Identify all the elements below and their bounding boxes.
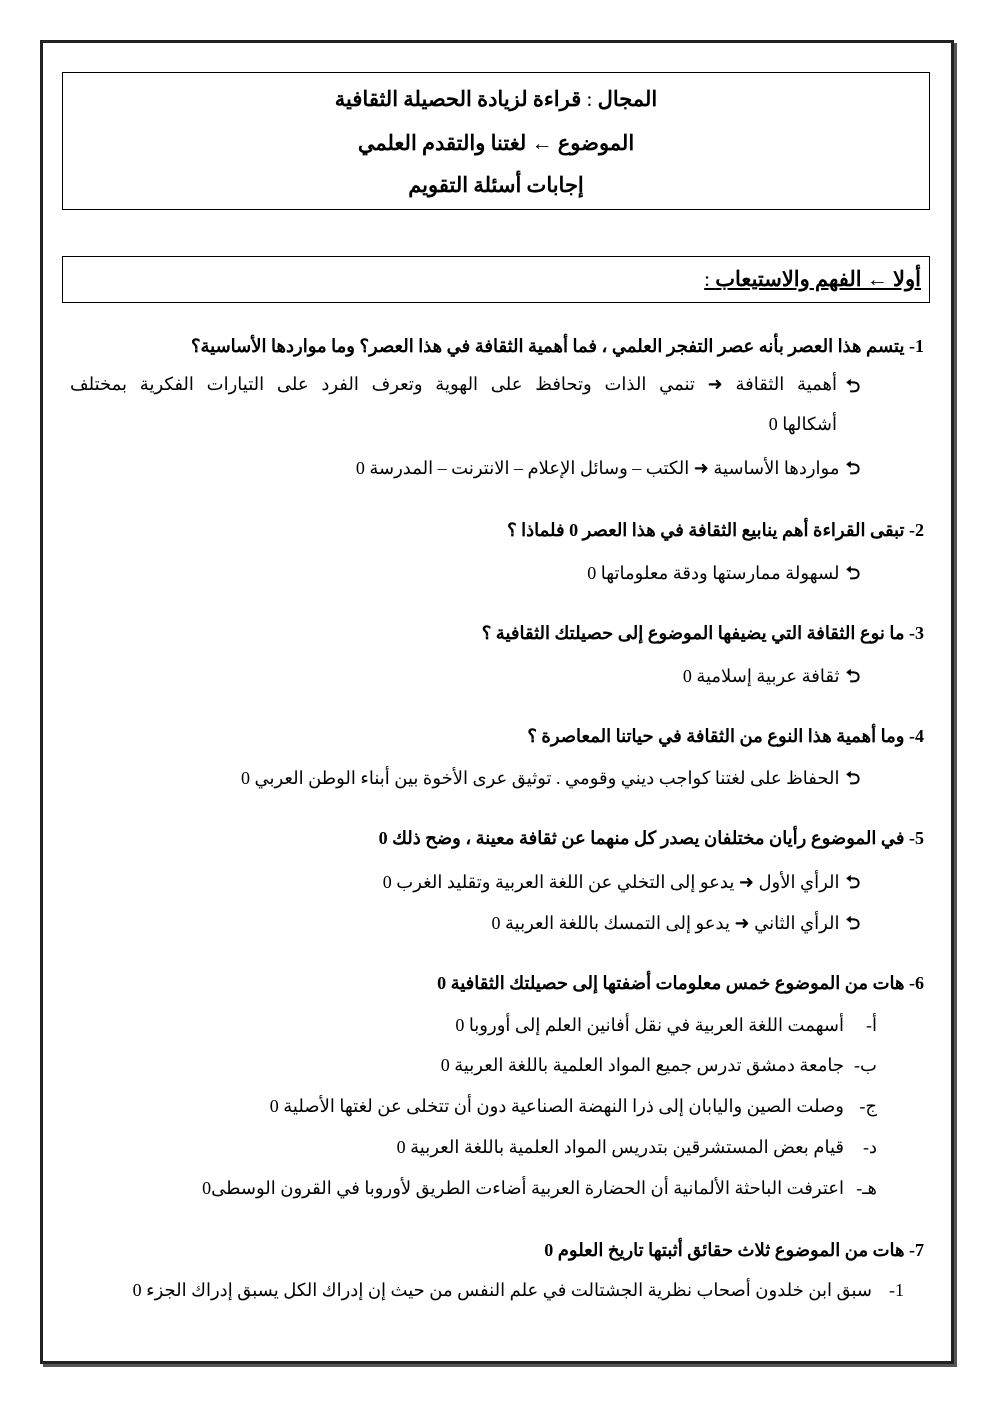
question-1: 1- يتسم هذا العصر بأنه عصر التفجر العلمي ، فما أهمية الثقافة في هذا العصر؟ وما مواردها الأساسية؟ — [190, 336, 924, 356]
section-colon: : — [704, 267, 716, 291]
item-6d-mark: د- — [862, 1137, 877, 1157]
topic-label: الموضوع — [557, 131, 635, 155]
answer-3: ثقافة عربية إسلامية 0 — [682, 666, 840, 686]
item-7-1-mark: 1- — [889, 1280, 904, 1300]
bullet-arrow-icon: ⮌ — [845, 872, 861, 892]
bullet-arrow-icon: ⮌ — [845, 666, 861, 686]
item-6c: وصلت الصين واليابان إلى ذرا النهضة الصناعية دون أن تتخلى عن لغتها الأصلية 0 — [269, 1096, 844, 1116]
item-7-1: سبق ابن خلدون أصحاب نظرية الجشتالت في علم النفس من حيث إن إدراك الكل يسبق إدراك الجزء 0 — [132, 1280, 872, 1300]
item-6b: جامعة دمشق تدرس جميع المواد العلمية باللغة العربية 0 — [440, 1055, 844, 1075]
section-box — [62, 256, 930, 303]
item-6e: اعترفت الباحثة الألمانية أن الحضارة العربية أضاءت الطريق لأوروبا في القرون الوسطى0 — [202, 1178, 844, 1198]
answer-3-row — [683, 664, 862, 694]
answer-5-1: الرأي الأول ➜ يدعو إلى التخلي عن اللغة العربية وتقليد الغرب 0 — [382, 872, 840, 892]
answer-1-1-cont: أشكالها 0 — [768, 414, 837, 434]
question-3: 3- ما نوع الثقافة التي يضيفها الموضوع إلى حصيلتك الثقافية ؟ — [481, 623, 924, 643]
bullet-arrow-icon: ⮌ — [845, 563, 861, 583]
answer-4-row — [241, 766, 862, 796]
bullet-arrow-icon: ⮌ — [845, 913, 861, 933]
answer-1-1-bullet — [844, 374, 862, 404]
answer-5-2: الرأي الثاني ➜ يدعو إلى التمسك باللغة العربية 0 — [491, 913, 840, 933]
item-6a: أسهمت اللغة العربية في نقل أفانين العلم إلى أوروبا 0 — [455, 1015, 844, 1035]
field-line — [63, 87, 929, 112]
item-6e-mark: هـ- — [856, 1178, 877, 1198]
answer-4: الحفاظ على لغتنا كواجب ديني وقومي . توثيق عرى الأخوة بين أبناء الوطن العربي 0 — [240, 768, 840, 788]
section-title — [704, 267, 921, 292]
item-6c-mark: ج- — [859, 1096, 877, 1116]
answer-5-2-row — [491, 911, 862, 941]
topic-line — [63, 131, 929, 156]
item-6a-mark: أ- — [866, 1015, 877, 1035]
item-6b-mark: ب- — [854, 1055, 877, 1075]
question-5: 5- في الموضوع رأيان مختلفان يصدر كل منهما عن ثقافة معينة ، وضح ذلك 0 — [378, 828, 924, 848]
answer-1-2-row — [356, 456, 862, 486]
arrow-left-icon: ← — [531, 131, 553, 155]
bullet-arrow-icon: ⮌ — [845, 376, 861, 396]
topic-value: لغتنا والتقدم العلمي — [357, 131, 527, 155]
question-2: 2- تبقى القراءة أهم ينابيع الثقافة في هذا العصر 0 فلماذا ؟ — [507, 520, 924, 540]
answers-title: إجابات أسئلة التقويم — [408, 173, 584, 197]
answer-2-row — [587, 561, 862, 591]
answer-5-1-row — [383, 870, 862, 900]
answer-1-2: مواردها الأساسية ➜ الكتب – وسائل الإعلام – الانترنت – المدرسة 0 — [355, 458, 840, 478]
question-4: 4- وما أهمية هذا النوع من الثقافة في حياتنا المعاصرة ؟ — [527, 726, 924, 746]
field-separator: : — [581, 87, 598, 111]
answer-1-1: أهمية الثقافة ➜ تنمي الذات وتحافظ على الهوية وتعرف الفرد على التيارات الفكرية بمختلف — [70, 374, 837, 394]
answer-2: لسهولة ممارستها ودقة معلوماتها 0 — [587, 563, 840, 583]
field-label: المجال — [597, 87, 658, 111]
bullet-arrow-icon: ⮌ — [845, 458, 861, 478]
item-6d: قيام بعض المستشرقين بتدريس المواد العلمية باللغة العربية 0 — [396, 1137, 844, 1157]
question-6: 6- هات من الموضوع خمس معلومات أضفتها إلى حصيلتك الثقافية 0 — [437, 973, 924, 993]
page-border — [40, 40, 954, 1364]
field-value: قراءة لزيادة الحصيلة الثقافية — [334, 87, 582, 111]
bullet-arrow-icon: ⮌ — [845, 768, 861, 788]
section-title-text: أولا ← الفهم والاستيعاب — [715, 267, 921, 291]
question-7: 7- هات من الموضوع ثلاث حقائق أثبتها تاريخ العلوم 0 — [544, 1240, 924, 1260]
header-box — [62, 72, 930, 210]
